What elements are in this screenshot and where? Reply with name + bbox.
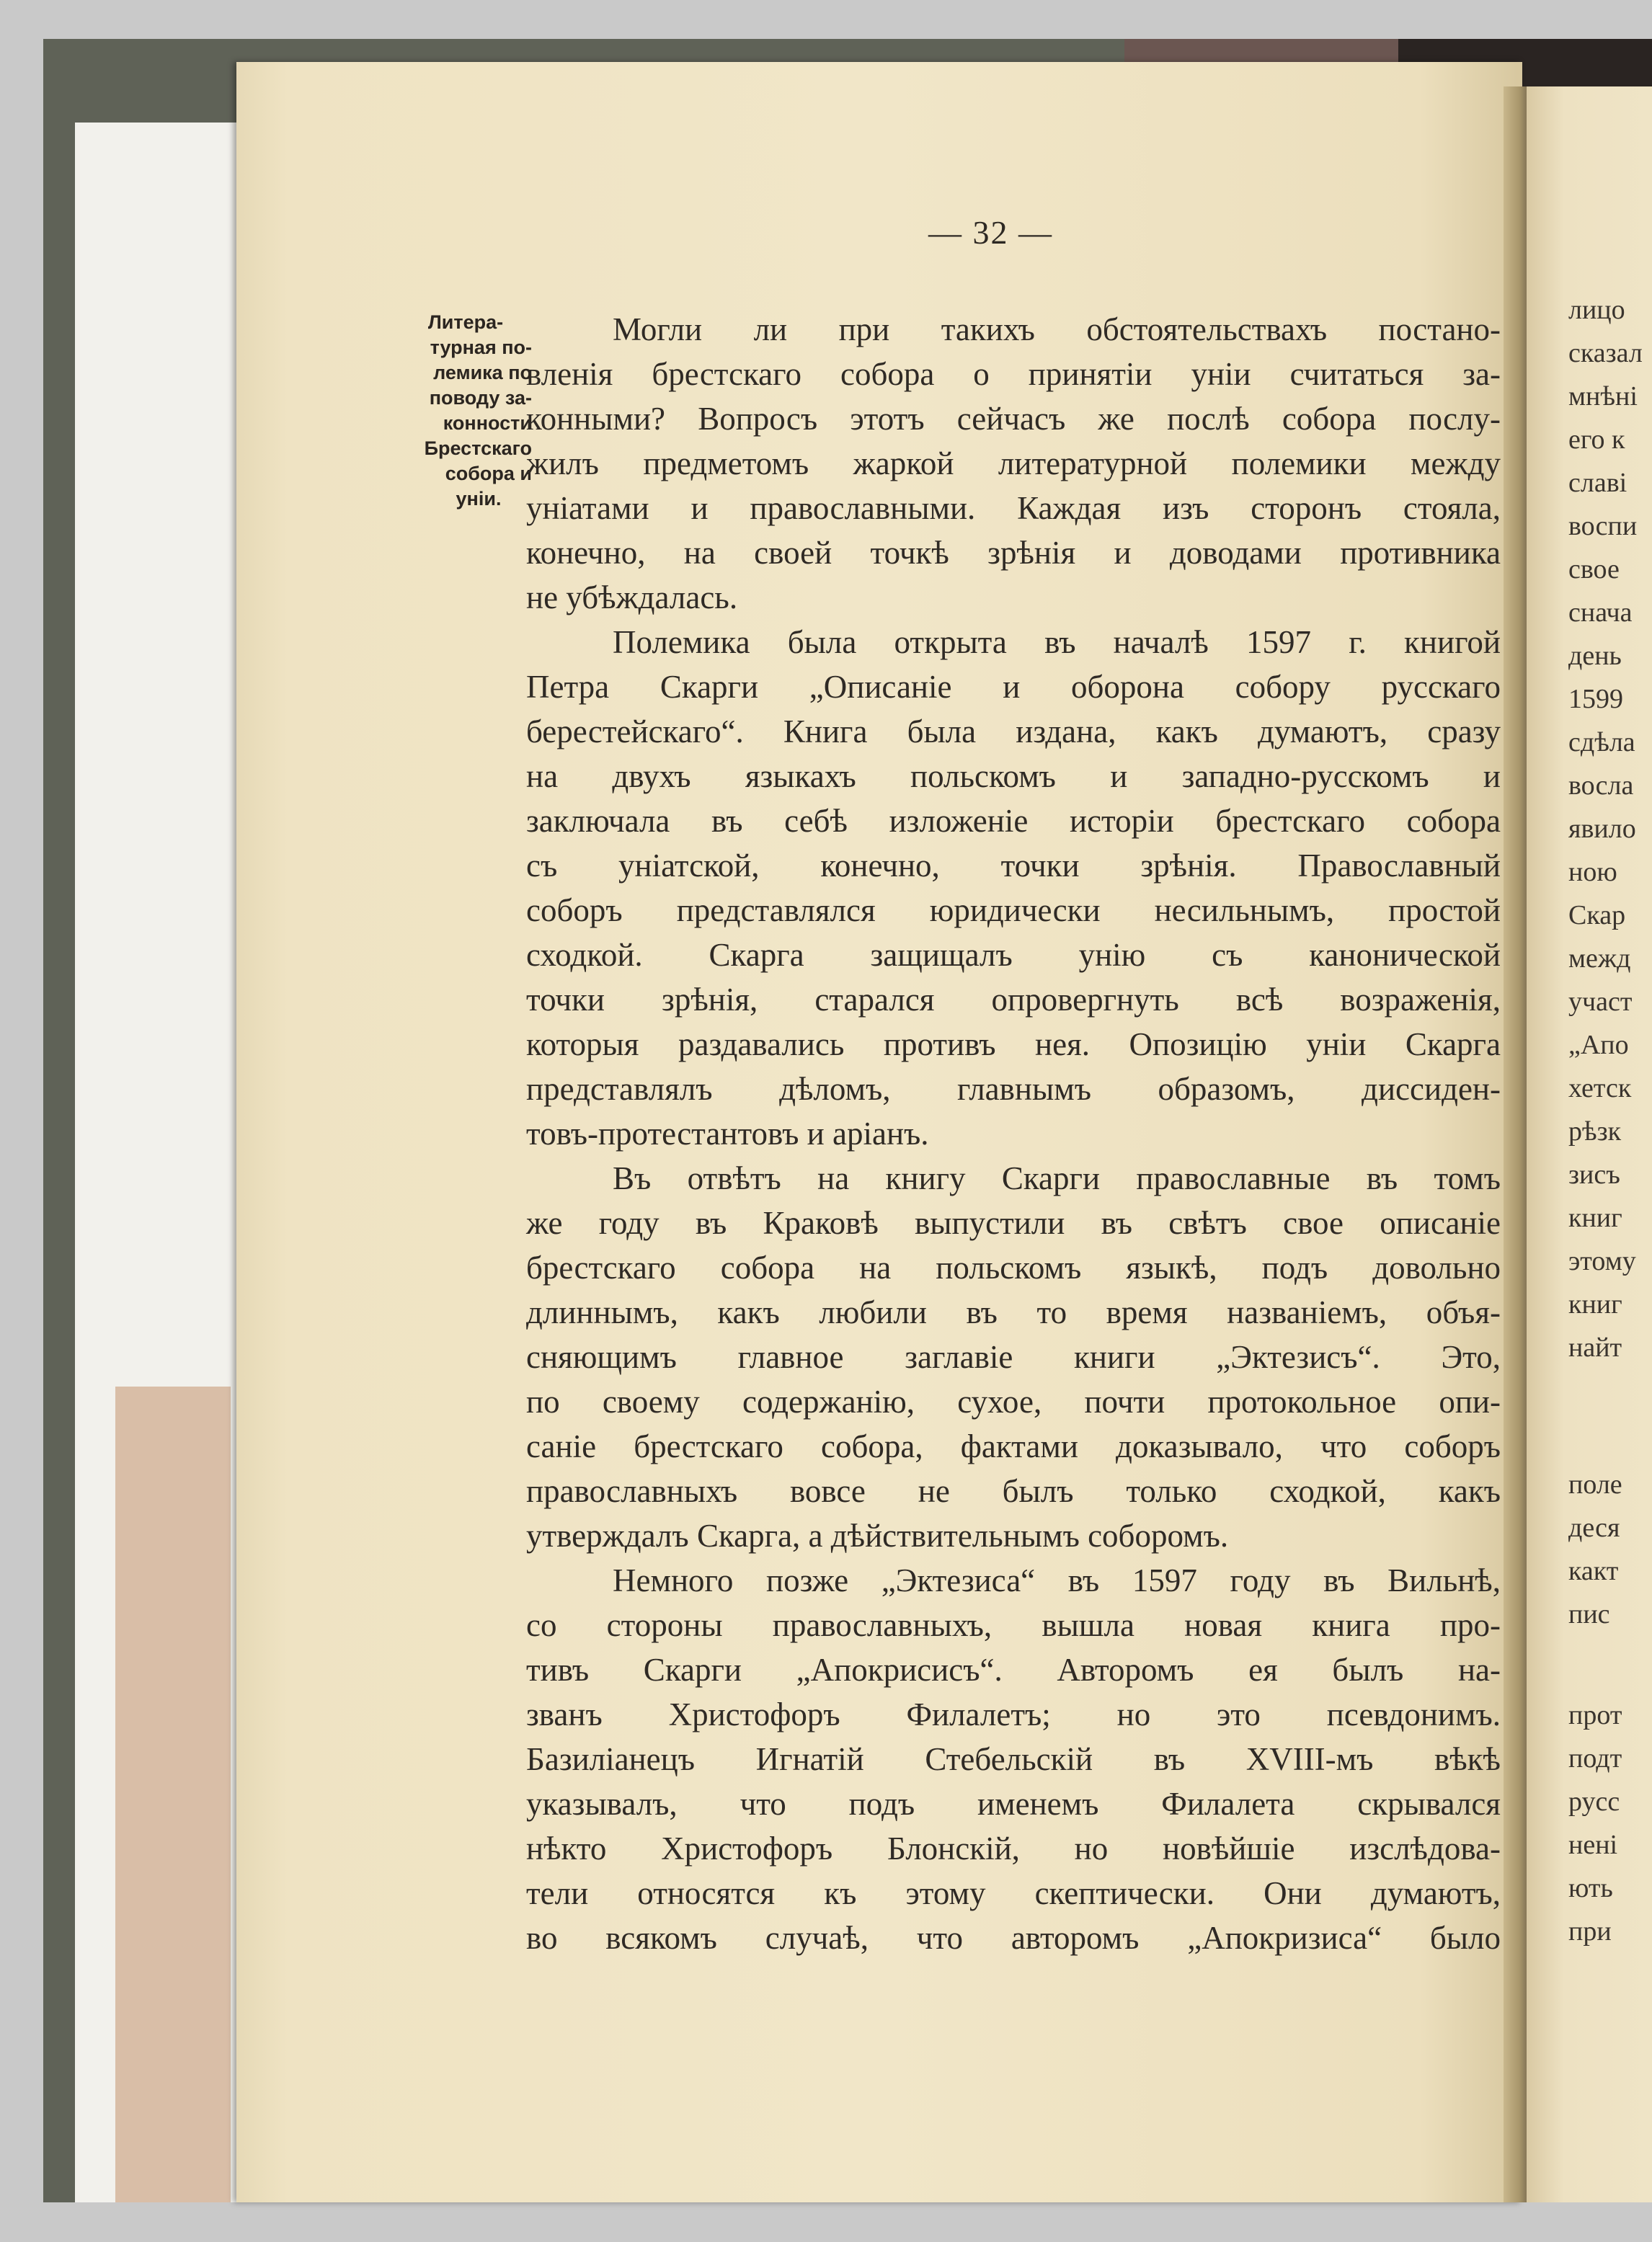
text-line: Петра Скарги „Описаніе и оборона собору русскаго: [526, 669, 1501, 705]
facing-line: прот: [1568, 1701, 1622, 1730]
facing-line: день: [1568, 641, 1622, 670]
facing-line: русс: [1568, 1787, 1620, 1816]
facing-line: славі: [1568, 468, 1627, 497]
text-line: во всякомъ случаѣ, что авторомъ „Апокризиса“ было: [526, 1920, 1501, 1956]
text-line: которыя раздавались противъ нея. Опозицію уніи Скарга: [526, 1026, 1501, 1062]
facing-line: ною: [1568, 858, 1617, 886]
facing-line: мнѣні: [1568, 382, 1638, 411]
facing-line: какт: [1568, 1557, 1619, 1585]
text-line: же году въ Краковѣ выпустили въ свѣтъ свое описаніе: [526, 1205, 1501, 1241]
facing-line: рѣзк: [1568, 1117, 1622, 1146]
text-line: званъ Христофоръ Филалетъ; но это псевдонимъ.: [526, 1696, 1501, 1732]
facing-line: нені: [1568, 1830, 1618, 1859]
margin-note-line: турная по-: [430, 337, 532, 358]
bookmark-card: [115, 1387, 231, 2202]
text-line: точки зрѣнія, старался опровергнуть всѣ возраженія,: [526, 982, 1501, 1018]
facing-line: свое: [1568, 555, 1620, 584]
facing-line: зисъ: [1568, 1160, 1620, 1189]
margin-note-line: поводу за-: [429, 387, 532, 409]
facing-line: найт: [1568, 1333, 1622, 1362]
facing-line: этому: [1568, 1247, 1636, 1276]
text-line: Полемика была открыта въ началѣ 1597 г. книгой: [613, 624, 1501, 660]
text-line: жилъ предметомъ жаркой литературной полемики между: [526, 445, 1501, 481]
facing-line: его к: [1568, 425, 1625, 454]
text-line: не убѣждалась.: [526, 579, 738, 615]
facing-line: хетск: [1568, 1074, 1632, 1103]
text-line: на двухъ языкахъ польскомъ и западно-русскомъ и: [526, 758, 1501, 794]
text-line: тели относятся къ этому скептически. Они думаютъ,: [526, 1875, 1501, 1911]
text-line: указывалъ, что подъ именемъ Филалета скрывался: [526, 1786, 1501, 1822]
text-line: Базиліанецъ Игнатій Стебельскій въ XVIII-мъ вѣкѣ: [526, 1741, 1501, 1777]
margin-note-line: конности: [443, 412, 532, 434]
text-line: конными? Вопросъ этотъ сейчасъ же послѣ собора послу-: [526, 401, 1501, 437]
text-line: православныхъ вовсе не былъ только сходкой, какъ: [526, 1473, 1501, 1509]
margin-note: [382, 310, 532, 512]
text-line: длиннымъ, какъ любили въ то время названіемъ, объя-: [526, 1294, 1501, 1330]
facing-line: книг: [1568, 1290, 1622, 1319]
text-line: утверждалъ Скарга, а дѣйствительнымъ соборомъ.: [526, 1518, 1229, 1554]
facing-line: сказал: [1568, 339, 1643, 368]
facing-line: явило: [1568, 814, 1636, 843]
facing-line: воспи: [1568, 512, 1638, 541]
text-line: со стороны православныхъ, вышла новая книга про-: [526, 1607, 1501, 1643]
margin-note-line: собора и: [445, 463, 532, 484]
text-line: представлялъ дѣломъ, главнымъ образомъ, диссиден-: [526, 1071, 1501, 1107]
text-line: по своему содержанію, сухое, почти протокольное опи-: [526, 1384, 1501, 1420]
text-line: товъ-протестантовъ и аріанъ.: [526, 1116, 929, 1152]
text-line: съ уніатской, конечно, точки зрѣнія. Православный: [526, 848, 1501, 884]
text-line: Въ отвѣтъ на книгу Скарги православные въ томъ: [613, 1160, 1501, 1196]
facing-line: поле: [1568, 1470, 1622, 1499]
margin-note-line: Литера-: [427, 311, 504, 333]
text-line: сняющимъ главное заглавіе книги „Эктезисъ“. Это,: [526, 1339, 1501, 1375]
facing-line: подт: [1568, 1744, 1622, 1773]
text-line: уніатами и православными. Каждая изъ сторонъ стояла,: [526, 490, 1501, 526]
text-line: заключала въ себѣ изложеніе исторіи брестскаго собора: [526, 803, 1501, 839]
facing-line: Скар: [1568, 901, 1626, 930]
facing-line: сдѣла: [1568, 728, 1635, 757]
facing-line: книг: [1568, 1204, 1622, 1232]
text-line: Могли ли при такихъ обстоятельствахъ постано-: [613, 311, 1501, 347]
text-line: берестейскаго“. Книга была издана, какъ думаютъ, сразу: [526, 713, 1501, 749]
facing-line: лицо: [1568, 295, 1625, 324]
facing-line: ють: [1568, 1874, 1613, 1903]
margin-note-line: Брестскаго: [424, 437, 532, 459]
text-line: вленія брестскаго собора о принятіи уніи считаться за-: [526, 356, 1501, 392]
facing-line: деся: [1568, 1513, 1620, 1542]
facing-line: пис: [1568, 1600, 1610, 1629]
text-line: тивъ Скарги „Апокрисисъ“. Авторомъ ея былъ на-: [526, 1652, 1501, 1688]
text-line: саніе брестскаго собора, фактами доказывало, что соборъ: [526, 1428, 1501, 1464]
facing-line: снача: [1568, 598, 1633, 627]
facing-line: „Апо: [1568, 1031, 1629, 1059]
text-line: нѣкто Христофоръ Блонскій, но новѣйшіе изслѣдова-: [526, 1830, 1501, 1867]
margin-note-line: лемика по: [433, 362, 532, 383]
facing-line: при: [1568, 1917, 1612, 1946]
facing-line: межд: [1568, 944, 1631, 973]
text-line: соборъ представлялся юридически несильнымъ, простой: [526, 892, 1501, 928]
facing-line: восла: [1568, 771, 1634, 800]
text-line: сходкой. Скарга защищалъ унію съ канонической: [526, 937, 1501, 973]
facing-line: участ: [1568, 987, 1633, 1016]
text-line: конечно, на своей точкѣ зрѣнія и доводами противника: [526, 535, 1501, 571]
facing-line: 1599: [1568, 685, 1623, 713]
page-number: — 32 —: [928, 214, 1053, 251]
margin-note-line: уніи.: [456, 488, 502, 510]
text-line: брестскаго собора на польскомъ языкѣ, подъ довольно: [526, 1250, 1501, 1286]
text-line: Немного позже „Эктезиса“ въ 1597 году въ Вильнѣ,: [613, 1562, 1501, 1598]
